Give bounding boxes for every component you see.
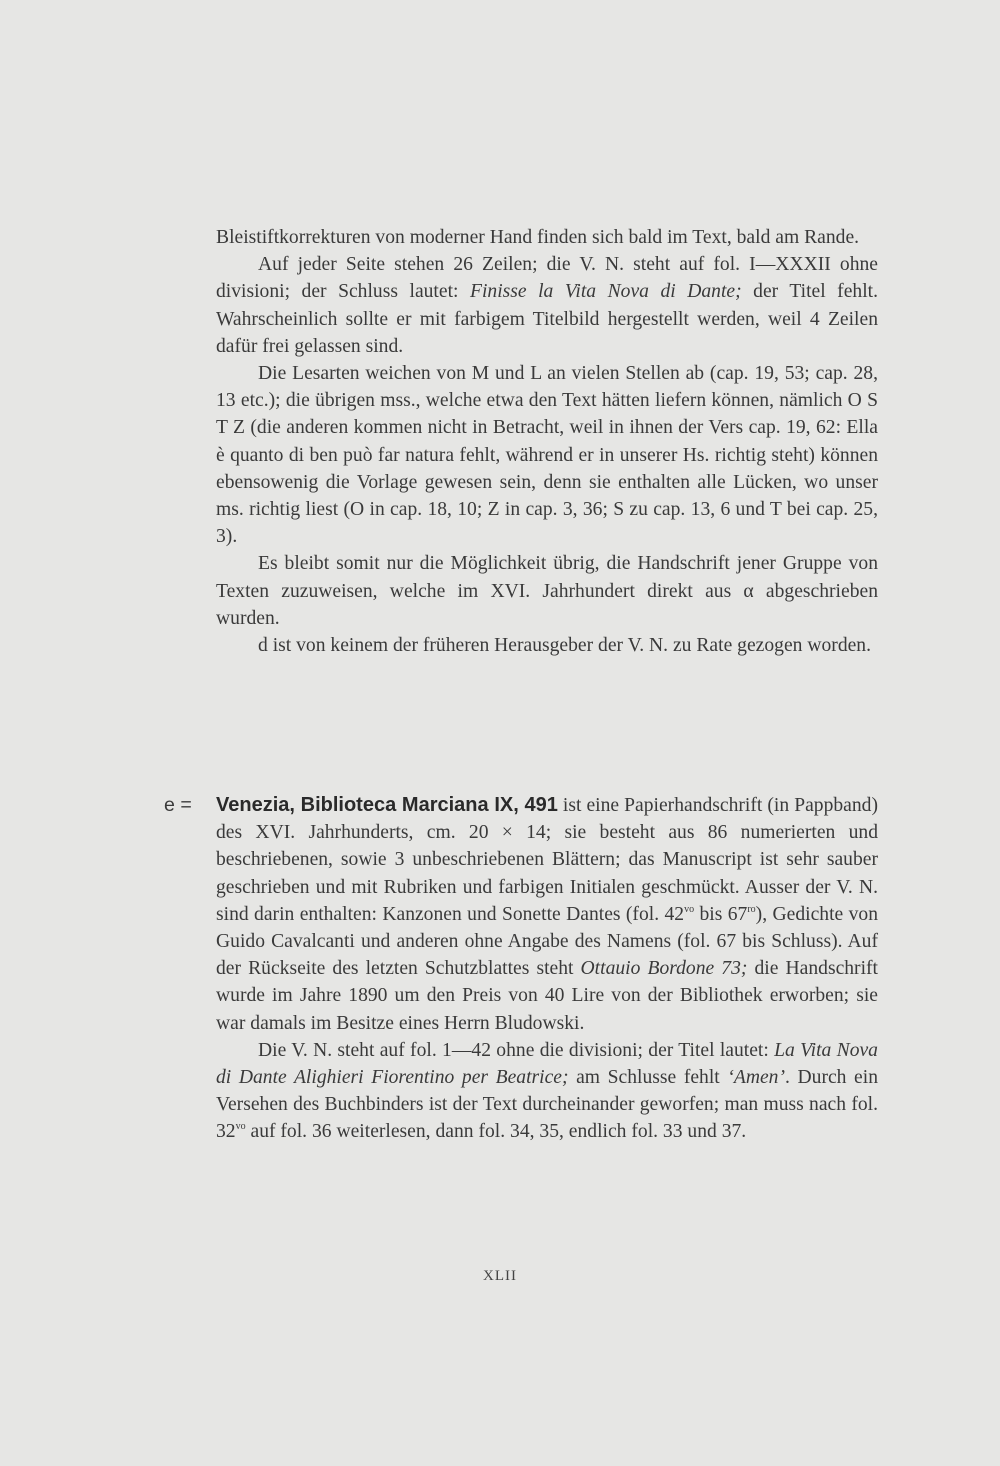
superscript: vo [235, 1121, 246, 1133]
paragraph-text: die Handschrift wurde im Jahre 1890 um den Preis von 40 Lire von der Bibliothek erworben; sie war damals im Besitze eines Herrn Bludowski. [216, 958, 878, 1034]
top-text-block [216, 224, 878, 659]
superscript: ro [747, 903, 756, 915]
superscript: vo [684, 903, 695, 915]
paragraph-text: Die V. N. steht auf fol. 1—42 ohne die divisioni; der Titel lautet: [258, 1039, 775, 1061]
paragraph-pencil-corrections [216, 224, 878, 251]
italic-quote: Finisse la Vita Nova di Dante; [469, 281, 742, 303]
paragraph-text: bis 67 [694, 903, 748, 925]
paragraph-text: ), Gedichte von Guido Cavalcanti und anderen ohne Angabe des Namens (fol. 67 bis Schluss). Auf der Rückseite des letzten Schutzblattes steht [216, 903, 878, 980]
page-number: XLII [483, 1268, 517, 1284]
paragraph-text: Es bleibt somit nur die Möglichkeit übrig, die Handschrift jener Gruppe von Texten zuzuweisen, welche im XVI. Jahrhundert direkt aus α abgeschrieben wurden. [216, 553, 878, 629]
italic-quote: La Vita Nova di Dante Alighieri Fiorentino per Beatrice; [216, 1039, 878, 1089]
paragraph-text: auf fol. 36 weiterlesen, dann fol. 34, 35, endlich fol. 33 und 37. [245, 1121, 747, 1143]
italic-quote: ‘Amen’ [727, 1067, 785, 1089]
paragraph-possibility [216, 550, 878, 632]
italic-quote: Ottauio Bordone 73; [580, 958, 748, 980]
paragraph-readings [216, 360, 878, 550]
entry-e-block [216, 792, 878, 1146]
paragraph-text: d ist von keinem der früheren Herausgeber der V. N. zu Rate gezogen worden. [258, 635, 872, 657]
paragraph-text: der Titel fehlt. Wahrscheinlich sollte er mit farbigem Titelbild hergestellt werden, weil 4 Zeilen dafür frei gelassen sind. [216, 281, 878, 357]
paragraph-text: Auf jeder Seite stehen 26 Zeilen; die V. N. steht auf fol. I—XXXII ohne divisioni; der Schluss lautet: [216, 254, 878, 303]
entry-label-e: e = [164, 794, 192, 816]
paragraph-text: Bleistiftkorrekturen von moderner Hand finden sich bald im Text, bald am Rande. [216, 227, 860, 248]
entry-heading: Venezia, Biblioteca Marciana IX, 491 [216, 794, 558, 816]
paragraph-vn-title [216, 1037, 878, 1146]
paragraph-text: Die Lesarten weichen von M und L an vielen Stellen ab (cap. 19, 53; cap. 28, 13 etc.); die übrigen mss., welche etwa den Text hätten liefern können, nämlich O S T Z (die anderen kommen nicht in Betracht, weil in ihnen der Vers cap. 19, 62: Ella è quanto di ben può far natura fehlt, während er in unserer Hs. richtig steht) können ebensowenig die Vorlage gewesen sein, denn sie enthalten alle Lücken, wo unser ms. richtig liest (O in cap. 18, 10; Z in cap. 3, 36; S zu cap. 13, 6 und T bei cap. 25, 3). [216, 363, 878, 548]
paragraph-text: . Durch ein Versehen des Buchbinders ist der Text durcheinander geworfen; man muss nach fol. 32 [216, 1067, 878, 1143]
paragraph-editors [216, 632, 878, 659]
paragraph-lines-per-page [216, 251, 878, 360]
paragraph-text: ist eine Papierhandschrift (in Pappband) des XVI. Jahrhunderts, cm. 20 × 14; sie besteht aus 86 numerierten und beschriebenen, sowie 3 unbeschriebenen Blättern; das Manuscript ist sehr sauber geschrieben und mit Rubriken und farbigen Initialen geschmückt. Ausser der V. N. sind darin enthalten: Kanzonen und Sonette Dantes (fol. 42 [216, 795, 878, 925]
paragraph-text: am Schlusse fehlt [568, 1067, 728, 1089]
paragraph-manuscript-description [216, 792, 878, 1037]
